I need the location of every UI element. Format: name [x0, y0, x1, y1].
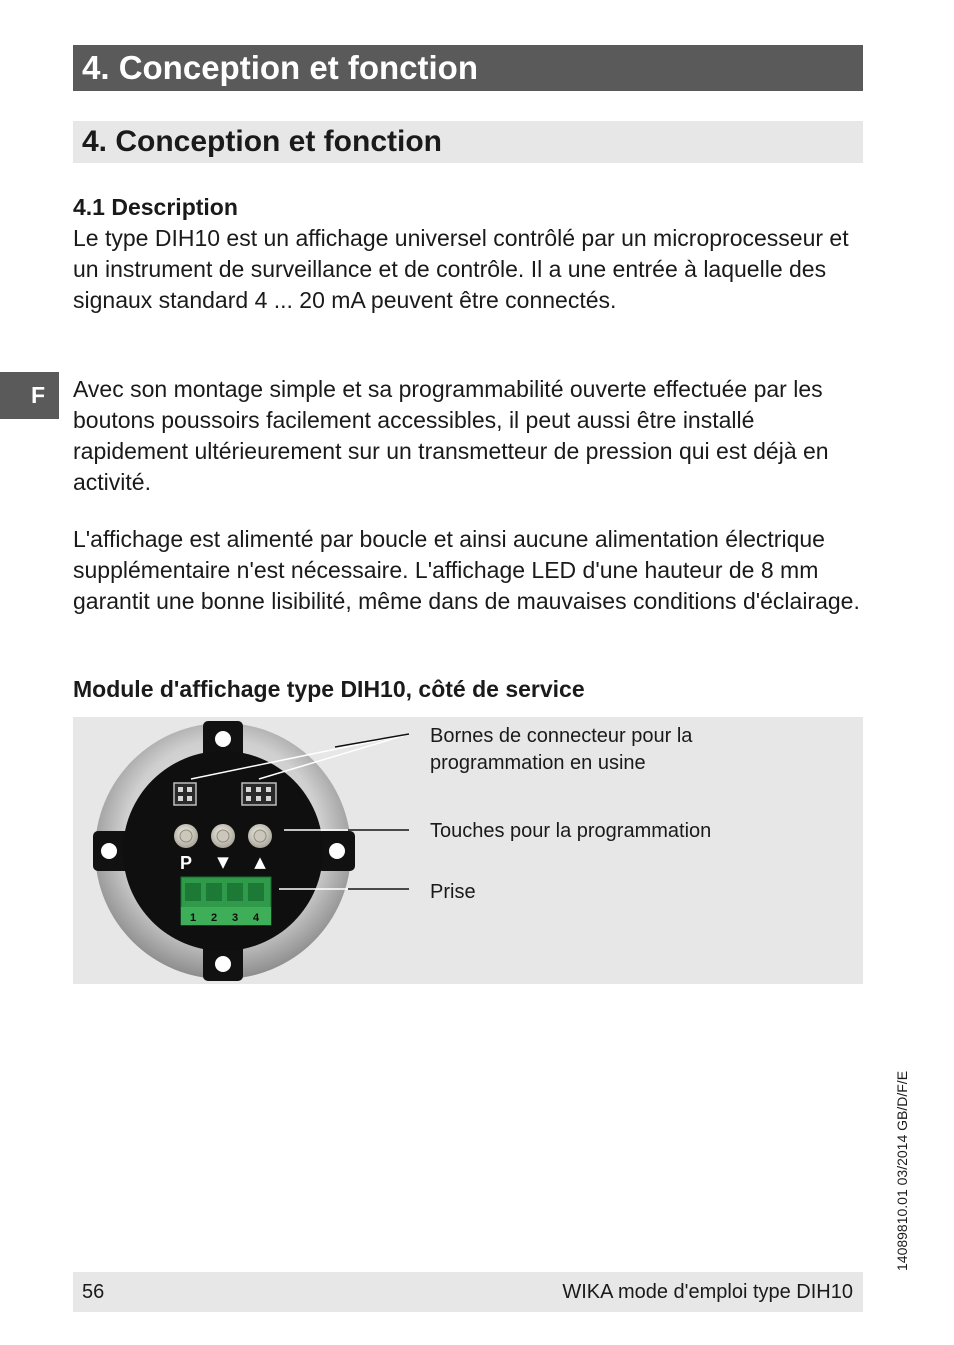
- program-button-up: [248, 824, 272, 848]
- callout-socket: Prise: [430, 881, 476, 903]
- terminal-number-1: 1: [189, 912, 197, 924]
- top-hole: [215, 731, 231, 747]
- section-title-bar: [73, 121, 863, 163]
- chapter-title-bar: [73, 45, 863, 91]
- left-hole: [101, 843, 117, 859]
- page-footer: [73, 1272, 863, 1312]
- document-code: 14089810.01 03/2014 GB/D/F/E: [894, 1070, 910, 1271]
- program-button-p: [174, 824, 198, 848]
- language-tab-label: F: [31, 382, 46, 408]
- bottom-hole: [215, 956, 231, 972]
- description-paragraph-1: Le type DIH10 est un affichage universel contrôlé par un microprocesseur et un instrument de surveillance et de contrôle. Il a une entrée à laquelle des signaux standard 4 ... 20 mA peuvent être connectés.: [73, 225, 849, 313]
- description-heading: 4.1 Description: [73, 194, 238, 220]
- right-hole: [329, 843, 345, 859]
- figure-panel: [73, 717, 863, 984]
- callout-connector-terminals: Bornes de connecteur pour la programmation en usine: [430, 725, 693, 774]
- button-label-down: ▼: [217, 853, 229, 871]
- language-tab: [0, 372, 59, 419]
- callout-programming-keys: Touches pour la programmation: [430, 820, 712, 842]
- chapter-title: 4. Conception et fonction: [82, 49, 478, 86]
- description-paragraph-3: L'affichage est alimenté par boucle et ainsi aucune alimentation électrique supplémentaire n'est nécessaire. L'affichage LED d'une hauteur de 8 mm garantit une bonne lisibilité, même dans de mauvaises conditions d'éclairage.: [73, 526, 860, 614]
- terminal-number-2: 2: [210, 912, 218, 924]
- description-paragraph-2: Avec son montage simple et sa programmabilité ouverte effectuée par les boutons poussoirs facilement accessibles, il peut aussi être installé rapidement ultérieurement sur un transmetteur de pression qui est déjà en activité.: [73, 376, 829, 495]
- page-number: 56: [82, 1281, 105, 1303]
- terminal-number-3: 3: [231, 912, 239, 924]
- terminal-number-4: 4: [252, 912, 260, 924]
- section-title: 4. Conception et fonction: [82, 125, 442, 158]
- button-label-up: ▲: [254, 853, 266, 871]
- program-button-down: [211, 824, 235, 848]
- button-label-p: P: [179, 853, 193, 873]
- connector-block-right: [242, 783, 276, 805]
- figure-caption: Module d'affichage type DIH10, côté de service: [73, 676, 585, 702]
- manual-title: WIKA mode d'emploi type DIH10: [562, 1281, 853, 1303]
- connector-block-left: [174, 783, 196, 805]
